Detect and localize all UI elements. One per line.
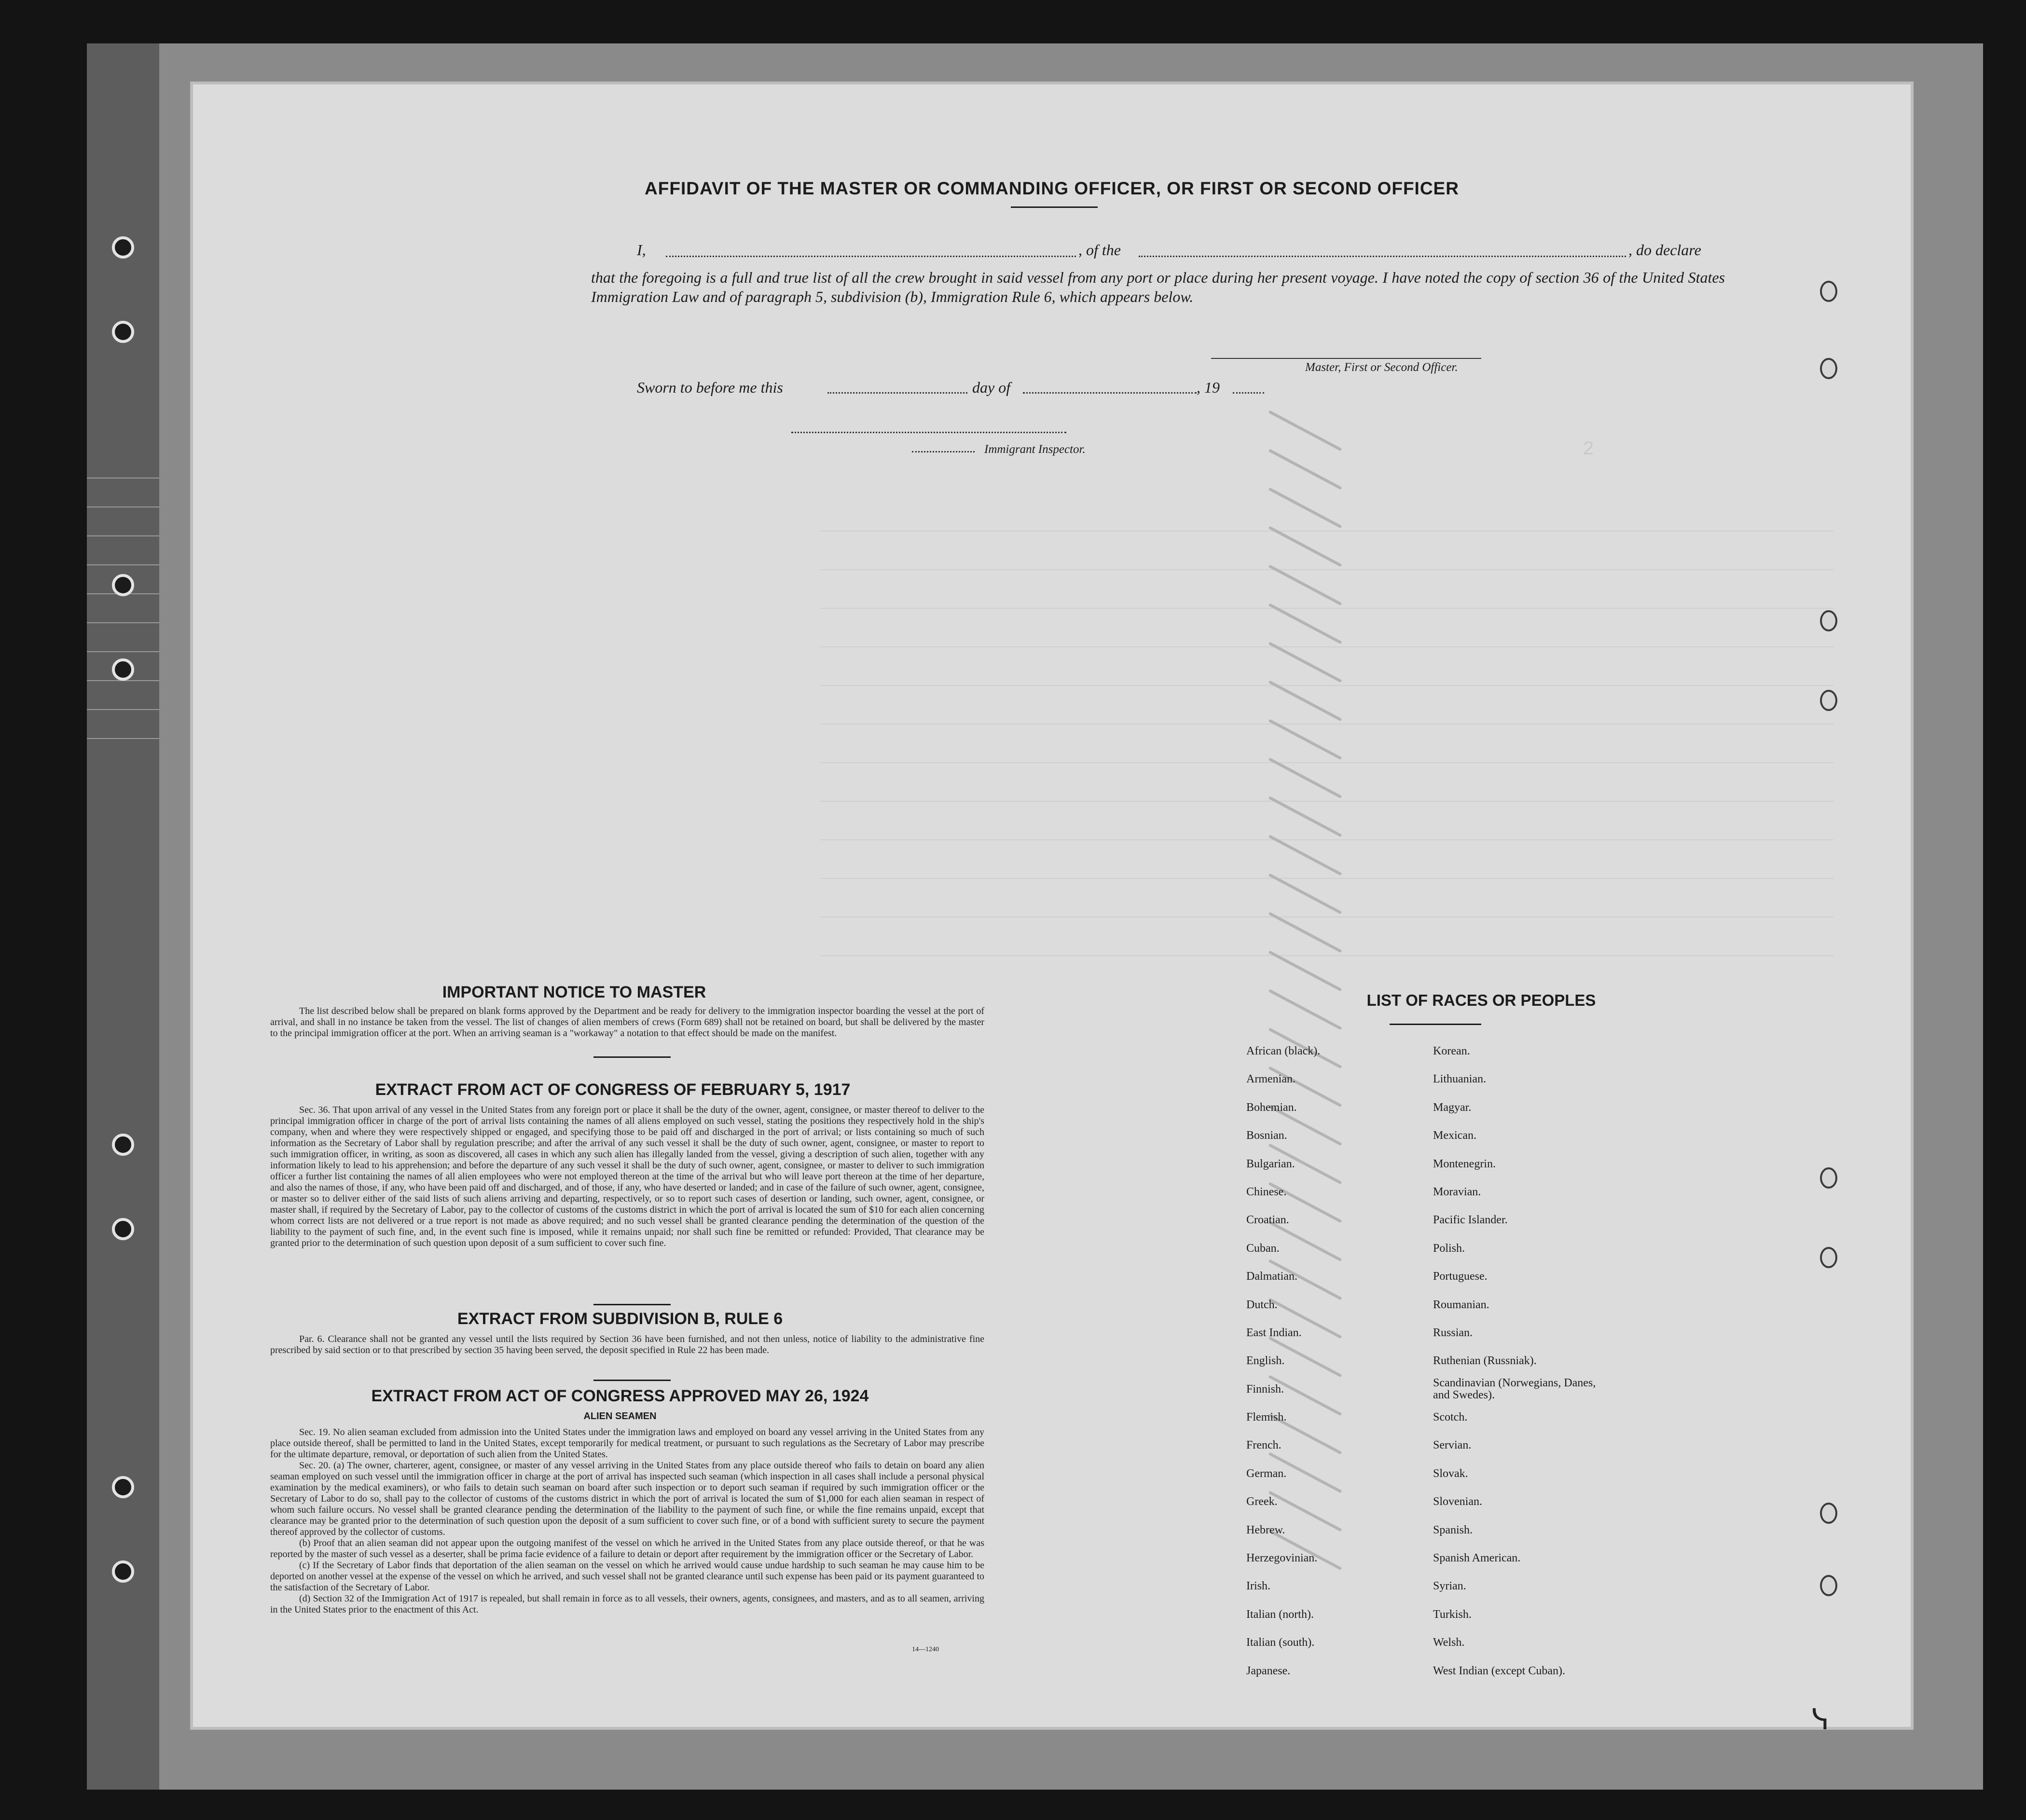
notice-paragraph: The list described below shall be prepared on blank forms approved by the Department and be ready for delivery to the immigration inspector boarding the vessel at the port of arrival, and shall in no instance be taken from the vessel. The list of changes of alien members of crews (Form 689) shall not be retained on board, but shall be delivered by the master to the principal immigration officer at the port. When an arriving seaman is a "workaway" a notation to that effect should be made on the manifest. xyxy=(270,1006,984,1039)
race-item: Spanish American. xyxy=(1433,1552,1521,1565)
extract-rule6-rule xyxy=(593,1380,671,1381)
race-item: Hebrew. xyxy=(1246,1523,1285,1536)
sec20b-paragraph: (b) Proof that an alien seaman did not appear upon the outgoing manifest of the vessel on which he arrived in the United States from any place outside thereof, or that he was reported by the master of such vessel as a deserter, shall be prima facie evidence of a failure to detain or deport after requirement by the immigration officer or the Secretary of Labor. xyxy=(270,1538,984,1560)
extract-1924-title: EXTRACT FROM ACT OF CONGRESS APPROVED MAY 26, 1924 xyxy=(371,1387,869,1405)
race-item: Servian. xyxy=(1433,1439,1472,1452)
race-item: Ruthenian (Russniak). xyxy=(1433,1355,1537,1368)
extract-1917-text xyxy=(270,1105,984,1249)
binder-hole xyxy=(112,236,134,259)
race-item: Spanish. xyxy=(1433,1523,1473,1536)
binder-hole xyxy=(112,574,134,596)
race-item: Roumanian. xyxy=(1433,1298,1489,1311)
do-declare-label: , do declare xyxy=(1628,241,1701,259)
race-item: Herzegovinian. xyxy=(1246,1552,1318,1565)
binder-ring xyxy=(1820,1167,1837,1189)
race-item: Croatian. xyxy=(1246,1214,1289,1227)
declaration-text: that the foregoing is a full and true list of all the crew brought in said vessel from any port or place during her present voyage. I have noted the copy of section 36 of the United States Immigration Law and of paragraph 5, subdivision (b), Immigration Rule 6, which appears below. xyxy=(591,269,1725,305)
race-item: Turkish. xyxy=(1433,1608,1472,1621)
sec20a-paragraph: Sec. 20. (a) The owner, charterer, agent, consignee, or master of any vessel arriving in the United States from any place outside thereof who fails to detain on board any alien seaman employed on such vessel until the immigration officer in charge at the port of arrival has inspected such seaman (which inspection in all cases shall include a personal physical examination by the medical examiners), or who fails to detain such seaman on board after such inspection or to deport such seaman if required by such immigration officer or the Secretary of Labor to do so, shall pay to the collector of customs of the customs district in which the port of arrival is located the sum of $1,000 for each alien seaman in respect of whom such failure occurs. No vessel shall be granted clearance pending the determination of the liability to the payment of such fine, or while the fine remains unpaid, except that clearance may be granted prior to the determination of such question upon the deposit of a sum sufficient to cover such fine, or of a bond with sufficient surety to secure the payment thereof approved by the collector of customs. xyxy=(270,1460,984,1537)
binder-hole xyxy=(112,1134,134,1156)
race-item: Polish. xyxy=(1433,1242,1465,1255)
form-number: 14—1240 xyxy=(912,1646,939,1653)
race-item: Syrian. xyxy=(1433,1580,1466,1593)
binder-ring xyxy=(1820,610,1837,631)
race-item: Irish. xyxy=(1246,1580,1270,1593)
race-item: Bohemian. xyxy=(1246,1101,1297,1114)
sec20d-paragraph: (d) Section 32 of the Immigration Act of 1917 is repealed, but shall remain in force as to all vessels, their owners, agents, consignees, and masters, and as to all seamen, arriving in the United States prior to the enactment of this Act. xyxy=(270,1593,984,1615)
inspector-signature-line-2[interactable] xyxy=(912,451,975,452)
race-item: Italian (north). xyxy=(1246,1608,1314,1621)
race-item: Italian (south). xyxy=(1246,1636,1315,1649)
inspector-signature-line[interactable] xyxy=(791,432,1066,433)
i-label: I, xyxy=(637,241,646,259)
race-item: Mexican. xyxy=(1433,1129,1476,1142)
year-label: , 19 xyxy=(1197,379,1220,396)
races-left-column xyxy=(1246,1037,1449,1685)
sec20c-paragraph: (c) If the Secretary of Labor finds that deportation of the alien seaman on the vessel on which he arrived would cause undue hardship to such seaman he may cause him to be deported on another vessel at the expense of the vessel on which he arrived, and such vessel shall not be granted clearance until such expense has been paid or its payment guaranteed to the satisfaction of the Secretary of Labor. xyxy=(270,1560,984,1593)
race-item: Dalmatian. xyxy=(1246,1270,1297,1283)
race-item: French. xyxy=(1246,1439,1282,1452)
extract-1917-rule xyxy=(593,1304,671,1305)
binder-hole xyxy=(112,321,134,343)
race-item: Bulgarian. xyxy=(1246,1157,1295,1170)
title-rule xyxy=(1011,206,1098,208)
handwritten-mark: ᓭ xyxy=(1812,1703,1830,1737)
extract-rule6-title: EXTRACT FROM SUBDIVISION B, RULE 6 xyxy=(457,1310,783,1328)
notice-rule xyxy=(593,1056,671,1058)
sworn-label: Sworn to before me this xyxy=(637,379,783,396)
race-item: West Indian (except Cuban). xyxy=(1433,1664,1565,1677)
binder-hole xyxy=(112,658,134,681)
form-sheet: 2 AFFIDAVIT OF THE MASTER OR COMMANDING OFFICER, OR FIRST OR SECOND OFFICER I, , of the , do declare that the foregoing is a full and true list of all the crew brought in said vessel from any port or place during her present voyage. I have noted the copy of section 36 of the United States Immigration Law and of paragraph 5, subdivision (b), Immigration Rule 6, which appears below. Master, First or Second Officer. Sworn to before me this day of , 19 Immigrant Inspector. IMPORTANT NOTICE TO MASTER The list described below shall be prepared on blank forms approved by the Department and be ready for delivery to the immigration inspector boarding the vessel at the port of arrival, and shall in no instance be taken from the vessel. The list of changes of alien members of crews (Form 689) shall not be retained on board, but shall be delivered by the master to the principal immigration officer at the port. When an arriving seaman is a "workaway" a notation to that effect should be made on the manifest. EXTRACT FROM ACT OF CONGRESS OF FEBRUARY 5, 1917 Sec. 36. That upon arrival of any vessel in the United States from any foreign port or place it shall be the duty of the owner, agent, consignee, or master thereof to deliver to the principal immigration officer in charge of the port of arrival lists containing the names of all aliens employed on such vessel, stating the positions they respectively hold in the ship's company, when and where they were respectively shipped or engaged, and specifying those to be paid off and discharged in the port of arrival; or lists containing so much of such information as the Secretary of Labor shall by regulation prescribe; and after the arrival of any such vessel it shall be the duty of such owner, agent, consignee, or master to report to such immigration officer, in writing, as soon as discovered, all cases in which any such alien has illegally landed from the vessel, giving a description of such alien, together with any information likely to lead to his apprehension; and before the departure of any such vessel it shall be the duty of such owner, agent, consignee, or master to deliver to such immigration officer a further list containing the names of all alien employees who were not employed thereon at the time of the arrival but who will leave port thereon at the time of her departure, and also the names of those, if any, who have been paid off and discharged, and of those, if any, who have deserted or landed; and in case of the failure of such owner, agent, consignee, or master so to deliver either of the said lists of such aliens arriving and departing, respectively, or so to report such cases of desertion or landing, such owner, agent, consignee, or master shall, if required by the Secretary of Labor, pay to the collector of customs of the customs district in which the port of arrival is located the sum of $10 for each alien concerning whom correct lists are not delivered or a true report is not made as above required; and no such vessel shall be granted clearance pending the determination of the question of the liability to the payment of such fine, and, in the event such fine is imposed, while it remains unpaid; nor shall such fine be remitted or refunded: Provided, That clearance may be granted prior to the determination of such question upon deposit of a sum sufficient to cover such fine. EXTRACT FROM SUBDIVISION B, RULE 6 Par. 6. Clearance shall not be granted any vessel until the lists required by Section 36 have been furnished, and not then unless, notice of liability to the administrative fine prescribed by said section or to that prescribed by section 35 having been served, the deposit specified in Rule 22 has been made. EXTRACT FROM ACT OF CONGRESS APPROVED MAY 26, 1924 ALIEN SEAMEN Sec. 19. No alien seaman excluded from admission into the United States under the immigration laws and employed on board any vessel arriving in the United States from any place outside thereof, shall be permitted to land in the United States, except temporarily for medical treatment, or pursuant to such regulations as the Secretary of Labor may prescribe for the ultimate departure, removal, or deportation of such alien from the United States. Sec. 20. (a) The owner, charterer, agent, consignee, or master of any vessel arriving in the United States from any place outside thereof who fails to detain on board any alien seaman employed on such vessel until the immigration officer in charge at the port of arrival has inspected such seaman (which inspection in all cases shall include a personal physical examination by the medical examiners), or who fails to detain such seaman on board after such inspection or to deport such seaman if required by such immigration officer or the Secretary of Labor to do so, shall pay to the collector of customs of the customs district in which the port of arrival is located the sum of $1,000 for each alien seaman in respect of whom such failure occurs. No vessel shall be granted clearance pending the determination of the liability to the payment of such fine, or while the fine remains unpaid, except that clearance may be granted prior to the determination of such question upon the deposit of a sum sufficient to cover such fine, or of a bond with sufficient surety to secure the payment thereof approved by the collector of customs. (b) Proof that an alien seaman did not appear upon the outgoing manifest of the vessel on which he arrived in the United States from any place outside thereof, or that he was reported by the master of such vessel as a deserter, shall be prima facie evidence of a failure to detain or deport after requirement by the immigration officer or the Secretary of Labor. (c) If the Secretary of Labor finds that deportation of the alien seaman on the vessel on which he arrived would cause undue hardship to such seaman he may cause him to be deported on another vessel at the expense of the vessel on which he arrived, and such vessel shall not be granted clearance until such expense has been paid or its payment guaranteed to the satisfaction of the Secretary of Labor. (d) Section 32 of the Immigration Act of 1917 is repealed, but shall remain in force as to all vessels, their owners, agents, consignees, and masters, and as to all seamen, arriving in the United States prior to the enactment of this Act. 14—1240 LIST OF RACES OR PEOPLES African (black). Armenian. Bohemian. Bosnian. Bulgarian. Chinese. Croatian. Cuban. Dalmatian. Dutch. East Indian. English. Finnish. Flemish. French. German. Greek. Hebrew. Herzegovinian. Irish. Italian (north). Italian (south). Japanese. Korean. Lithuanian. Magyar. Mexican. Montenegrin. Moravian. Pacific Islander. Polish. Portuguese. Roumanian. Russian. Ruthenian (Russniak). Scandinavian (Norwegians, Danes, and Swedes). Scotch. Servian. Slovak. Slovenian. Spanish. Spanish American. Syrian. Turkish. Welsh. West Indian (except Cuban). ᓭ xyxy=(193,84,1911,1727)
sworn-day-field[interactable] xyxy=(827,392,967,394)
affidavit-title: AFFIDAVIT OF THE MASTER OR COMMANDING OFFICER, OR FIRST OR SECOND OFFICER xyxy=(645,178,1459,198)
binder-ring xyxy=(1820,1503,1837,1524)
extract-1924-text xyxy=(270,1427,984,1615)
race-item: Portuguese. xyxy=(1433,1270,1488,1283)
sworn-year-field[interactable] xyxy=(1233,392,1264,394)
par6-paragraph: Par. 6. Clearance shall not be granted any vessel until the lists required by Section 36 have been furnished, and not then unless, notice of liability to the administrative fine prescribed by said section or to that prescribed by section 35 having been served, the deposit specified in Rule 22 has been made. xyxy=(270,1334,984,1355)
race-item: Magyar. xyxy=(1433,1101,1472,1114)
day-of-label: day of xyxy=(972,379,1011,396)
races-right-column xyxy=(1433,1037,1655,1685)
binder-hole xyxy=(112,1476,134,1498)
race-item: Dutch. xyxy=(1246,1298,1278,1311)
race-item: Russian. xyxy=(1433,1326,1473,1339)
vessel-field[interactable] xyxy=(1139,256,1626,257)
race-item: Japanese. xyxy=(1246,1664,1291,1677)
binder-hole xyxy=(112,1218,134,1240)
race-item: Flemish. xyxy=(1246,1411,1287,1424)
binder-ring xyxy=(1820,358,1837,379)
notice-text xyxy=(270,1006,984,1039)
inspector-label: Immigrant Inspector. xyxy=(984,443,1086,456)
binder-ring xyxy=(1820,690,1837,711)
binder-ring xyxy=(1820,1247,1837,1268)
sec36-paragraph: Sec. 36. That upon arrival of any vessel in the United States from any foreign port or place it shall be the duty of the owner, agent, consignee, or master thereof to deliver to the principal immigration officer in charge of the port of arrival lists containing the names of all aliens employed on such vessel, stating the positions they respectively hold in the ship's company, when and where they were respectively shipped or engaged, and specifying those to be paid off and discharged in the port of arrival; or lists containing so much of such information as the Secretary of Labor shall by regulation prescribe; and after the arrival of any such vessel it shall be the duty of such owner, agent, consignee, or master to report to such immigration officer, in writing, as soon as discovered, all cases in which any such alien has illegally landed from the vessel, giving a description of such alien, together with any information likely to lead to his apprehension; and before the departure of any such vessel it shall be the duty of such owner, agent, consignee, or master to deliver to such immigration officer a further list containing the names of all alien employees who were not employed thereon at the time of the arrival but who will leave port thereon at the time of her departure, and also the names of those, if any, who have been paid off and discharged, and of those, if any, who have deserted or landed; and in case of the failure of such owner, agent, consignee, or master so to deliver either of the said lists of such aliens arriving and departing, respectively, or so to report such cases of desertion or landing, such owner, agent, consignee, or master shall, if required by the Secretary of Labor, pay to the collector of customs of the customs district in which the port of arrival is located the sum of $10 for each alien concerning whom correct lists are not delivered or a true report is not made as above required; and no such vessel shall be granted clearance pending the determination of the question of the liability to the payment of such fine, and, in the event such fine is imposed, while it remains unpaid; nor shall such fine be remitted or refunded: Provided, That clearance may be granted prior to the determination of such question upon deposit of a sum sufficient to cover such fine. xyxy=(270,1105,984,1248)
race-item: Slovak. xyxy=(1433,1467,1468,1480)
sworn-month-field[interactable] xyxy=(1023,392,1197,394)
race-item: African (black). xyxy=(1246,1045,1321,1057)
binder-ring xyxy=(1820,281,1837,302)
binder-hole xyxy=(112,1560,134,1583)
race-item: East Indian. xyxy=(1246,1326,1302,1339)
race-item: Chinese. xyxy=(1246,1185,1287,1198)
races-rule xyxy=(1390,1024,1481,1025)
binder-strip xyxy=(87,43,159,1790)
notice-title: IMPORTANT NOTICE TO MASTER xyxy=(442,983,706,1001)
alien-seamen-subtitle: ALIEN SEAMEN xyxy=(583,1411,657,1422)
race-item: German. xyxy=(1246,1467,1287,1480)
race-item: Greek. xyxy=(1246,1495,1278,1508)
race-item: Slovenian. xyxy=(1433,1495,1482,1508)
race-item: Bosnian. xyxy=(1246,1129,1287,1142)
master-signature-label: Master, First or Second Officer. xyxy=(1305,361,1458,374)
race-item: Scotch. xyxy=(1433,1411,1468,1424)
race-item: Welsh. xyxy=(1433,1636,1465,1649)
race-item: English. xyxy=(1246,1355,1285,1368)
extract-1917-title: EXTRACT FROM ACT OF CONGRESS OF FEBRUARY 5, 1917 xyxy=(375,1081,851,1099)
race-item: Moravian. xyxy=(1433,1185,1481,1198)
extract-rule6-text xyxy=(270,1334,984,1356)
race-item: Pacific Islander. xyxy=(1433,1214,1508,1227)
name-field[interactable] xyxy=(666,256,1076,257)
sec19-paragraph: Sec. 19. No alien seaman excluded from admission into the United States under the immigration laws and employed on board any vessel arriving in the United States from any place outside thereof, shall be permitted to land in the United States, except temporarily for medical treatment, or pursuant to such regulations as the Secretary of Labor may prescribe for the ultimate departure, removal, or deportation of such alien from the United States. xyxy=(270,1427,984,1460)
master-signature-line[interactable] xyxy=(1211,358,1481,359)
race-item: Korean. xyxy=(1433,1045,1470,1057)
race-item: Cuban. xyxy=(1246,1242,1280,1255)
race-item: Armenian. xyxy=(1246,1073,1296,1086)
race-item: Lithuanian. xyxy=(1433,1073,1486,1086)
race-item: Scandinavian (Norwegians, Danes, and Swedes). xyxy=(1433,1376,1596,1401)
race-item: Montenegrin. xyxy=(1433,1157,1496,1170)
races-title: LIST OF RACES OR PEOPLES xyxy=(1366,991,1596,1009)
of-the-label: , of the xyxy=(1078,241,1121,259)
race-item: Finnish. xyxy=(1246,1382,1284,1396)
binder-ring xyxy=(1820,1575,1837,1596)
